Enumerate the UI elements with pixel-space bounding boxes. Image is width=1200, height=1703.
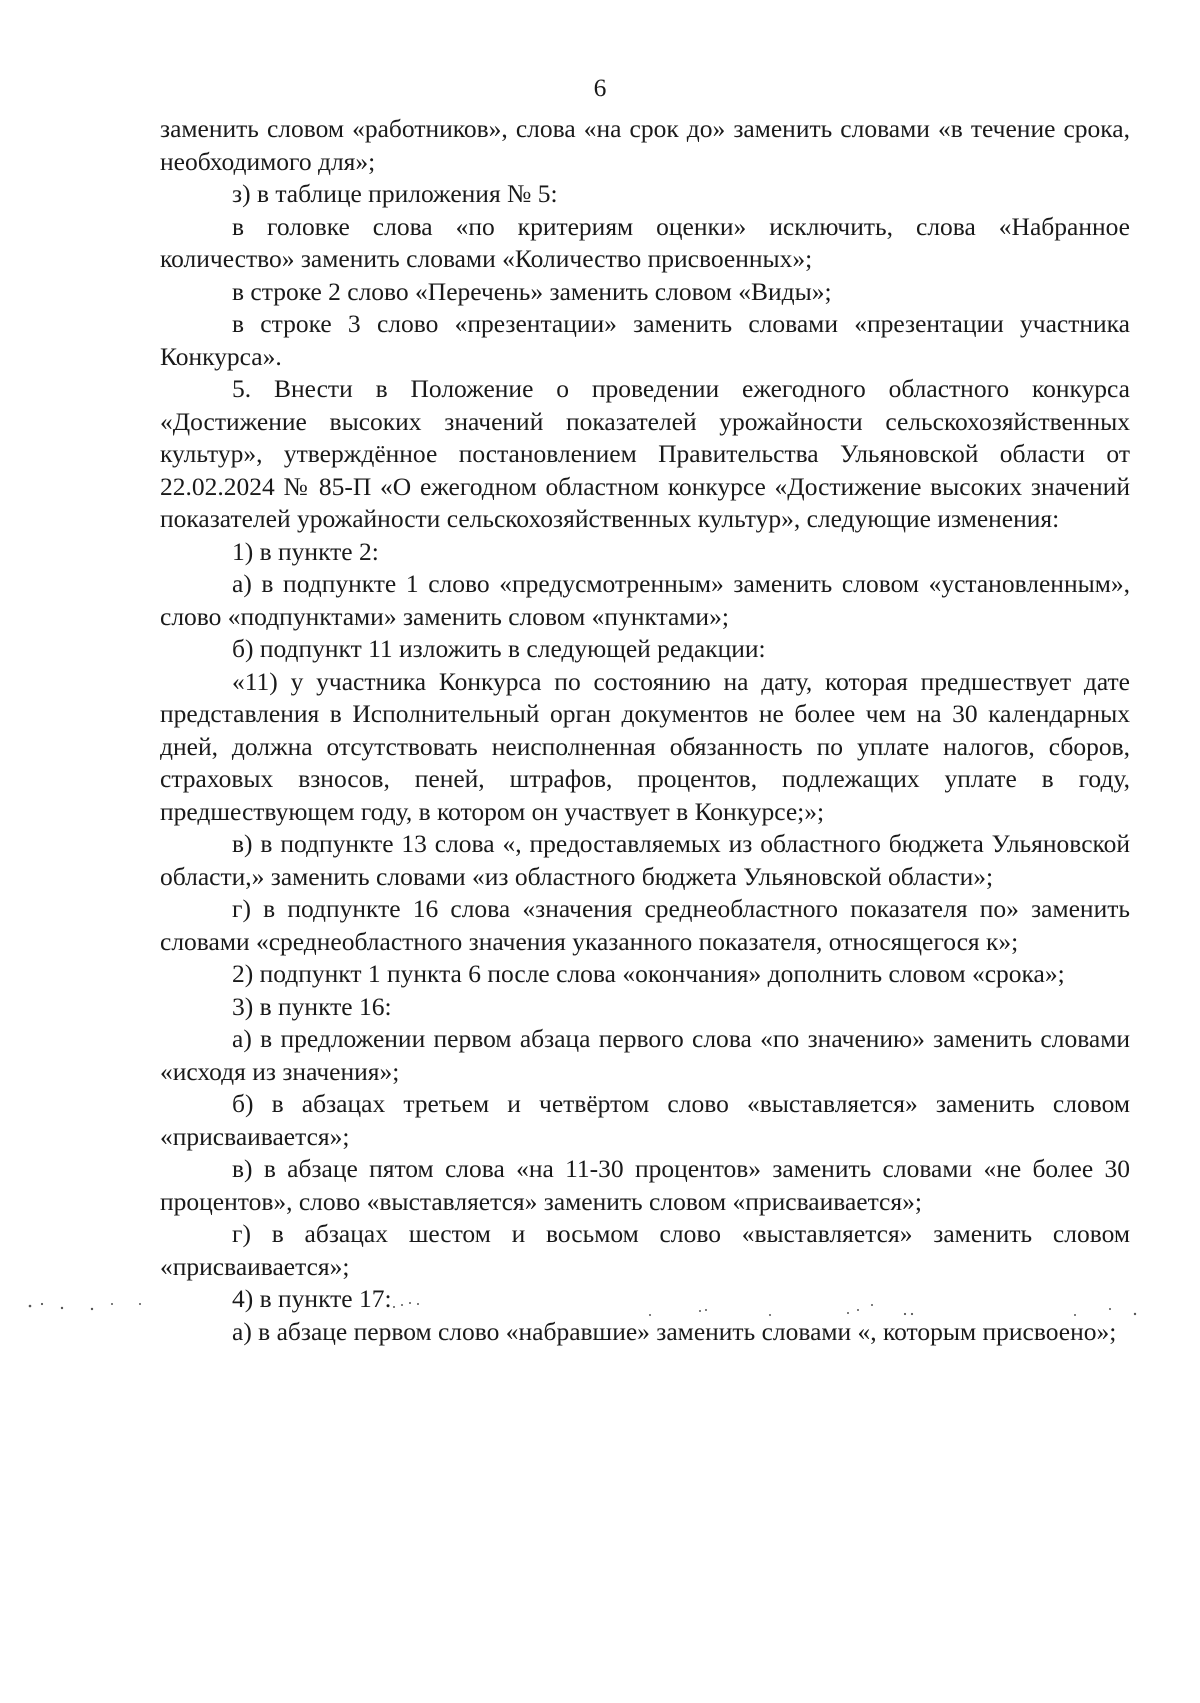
paragraph: а) в подпункте 1 слово «предусмотренным» заменить словом «установленным», слово «подпунктами» заменить словом «пунктами»; <box>160 569 1130 631</box>
page-number: 6 <box>593 73 607 102</box>
paragraph: 5. Внести в Положение о проведении ежегодного областного конкурса «Достижение высоких значений показателей урожайности сельскохозяйственных культур», утверждённое постановлением Правительства Ульяновской области от 22.02.2024 № 85-П «О ежегодном областном конкурсе «Достижение высоких значений показателей урожайности сельскохозяйственных культур», следующие изменения: <box>160 374 1130 533</box>
paragraph: в) в абзаце пятом слова «на 11-30 процентов» заменить словами «не более 30 процентов», слово «выставляется» заменить словом «присваивается»; <box>160 1154 1130 1216</box>
paragraph: б) подпункт 11 изложить в следующей редакции: <box>232 634 766 663</box>
paragraph: з) в таблице приложения № 5: <box>232 179 558 208</box>
paragraph: в головке слова «по критериям оценки» исключить, слова «Набранное количество» заменить словами «Количество присвоенных»; <box>160 211 1130 273</box>
paragraph: в строке 3 слово «презентации» заменить словами «презентации участника Конкурса». <box>160 309 1130 371</box>
paragraph: г) в подпункте 16 слова «значения среднеобластного показателя по» заменить словами «среднеобластного значения указанного показателя, относящегося к»; <box>160 894 1130 956</box>
paragraph: 4) в пункте 17: <box>232 1284 392 1313</box>
paragraph: б) в абзацах третьем и четвёртом слово «выставляется» заменить словом «присваивается»; <box>160 1089 1130 1151</box>
paragraph: в строке 2 слово «Перечень» заменить словом «Виды»; <box>232 276 832 306</box>
paragraph: г) в абзацах шестом и восьмом слово «выставляется» заменить словом «присваивается»; <box>160 1219 1130 1281</box>
paragraph: «11) у участника Конкурса по состоянию на дату, которая предшествует дате представления в Исполнительный орган документов не более чем на 30 календарных дней, должна отсутствовать неисполненная обязанность по уплате налогов, сборов, страховых взносов, пеней, штрафов, процентов, подлежащих уплате в году, предшествующем году, в котором он участвует в Конкурсе;»; <box>160 666 1130 826</box>
paragraph: заменить словом «работников», слова «на срок до» заменить словами «в течение срока, необходимого для»; <box>160 114 1130 176</box>
paragraph: 1) в пункте 2: <box>232 536 379 566</box>
document-body <box>160 113 1130 1348</box>
paragraph: 2) подпункт 1 пункта 6 после слова «окончания» дополнить словом «срока»; <box>232 959 1065 988</box>
paragraph: 3) в пункте 16: <box>232 991 392 1021</box>
paragraph: а) в абзаце первом слово «набравшие» заменить словами «, которым присвоено»; <box>232 1316 1117 1346</box>
paragraph: а) в предложении первом абзаца первого слова «по значению» заменить словами «исходя из значения»; <box>160 1024 1130 1086</box>
paragraph: в) в подпункте 13 слова «, предоставляемых из областного бюджета Ульяновской области,» заменить словами «из областного бюджета Ульяновской области»; <box>160 829 1130 891</box>
